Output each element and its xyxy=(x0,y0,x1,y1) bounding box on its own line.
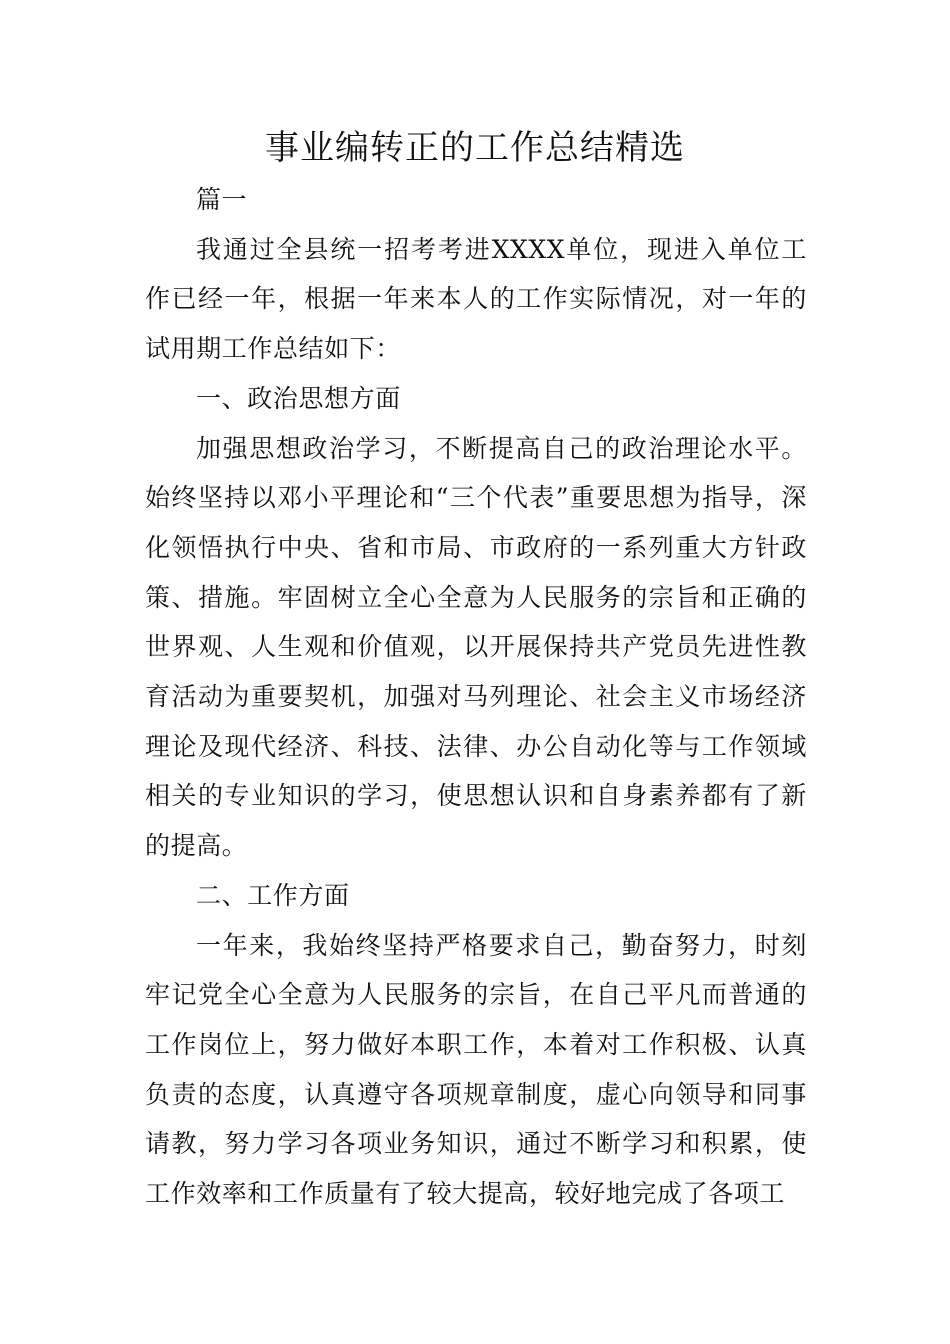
section-label: 篇一 xyxy=(196,185,248,214)
intro-paragraph: 我通过全县统一招考考进XXXX单位，现进入单位工作已经一年，根据一年来本人的工作实际情况，对一年的试用期工作总结如下： xyxy=(145,234,807,364)
heading-political: 一、政治思想方面 xyxy=(196,383,401,413)
work-paragraph: 一年来，我始终坚持严格要求自己，勤奋努力，时刻牢记党全心全意为人民服务的宗旨，在自己平凡而普通的工作岗位上，努力做好本职工作，本着对工作积极、认真负责的态度，认真遵守各项规章制度，虚心向领导和同事请教，努力学习各项业务知识，通过不断学习和积累，使工作效率和工作质量有了较大提高，较好地完成了各项工 xyxy=(145,930,807,1209)
heading-work: 二、工作方面 xyxy=(196,880,350,910)
political-paragraph: 加强思想政治学习，不断提高自己的政治理论水平。始终坚持以邓小平理论和“三个代表”重要思想为指导，深化领悟执行中央、省和市局、市政府的一系列重大方针政策、措施。牢固树立全心全意为人民服务的宗旨和正确的世界观、人生观和价值观，以开展保持共产党员先进性教育活动为重要契机，加强对马列理论、社会主义市场经济理论及现代经济、科技、法律、办公自动化等与工作领域相关的专业知识的学习，使思想认识和自身素养都有了新的提高。 xyxy=(145,433,807,861)
document-body xyxy=(145,175,807,1219)
document-title: 事业编转正的工作总结精选 xyxy=(265,128,685,168)
